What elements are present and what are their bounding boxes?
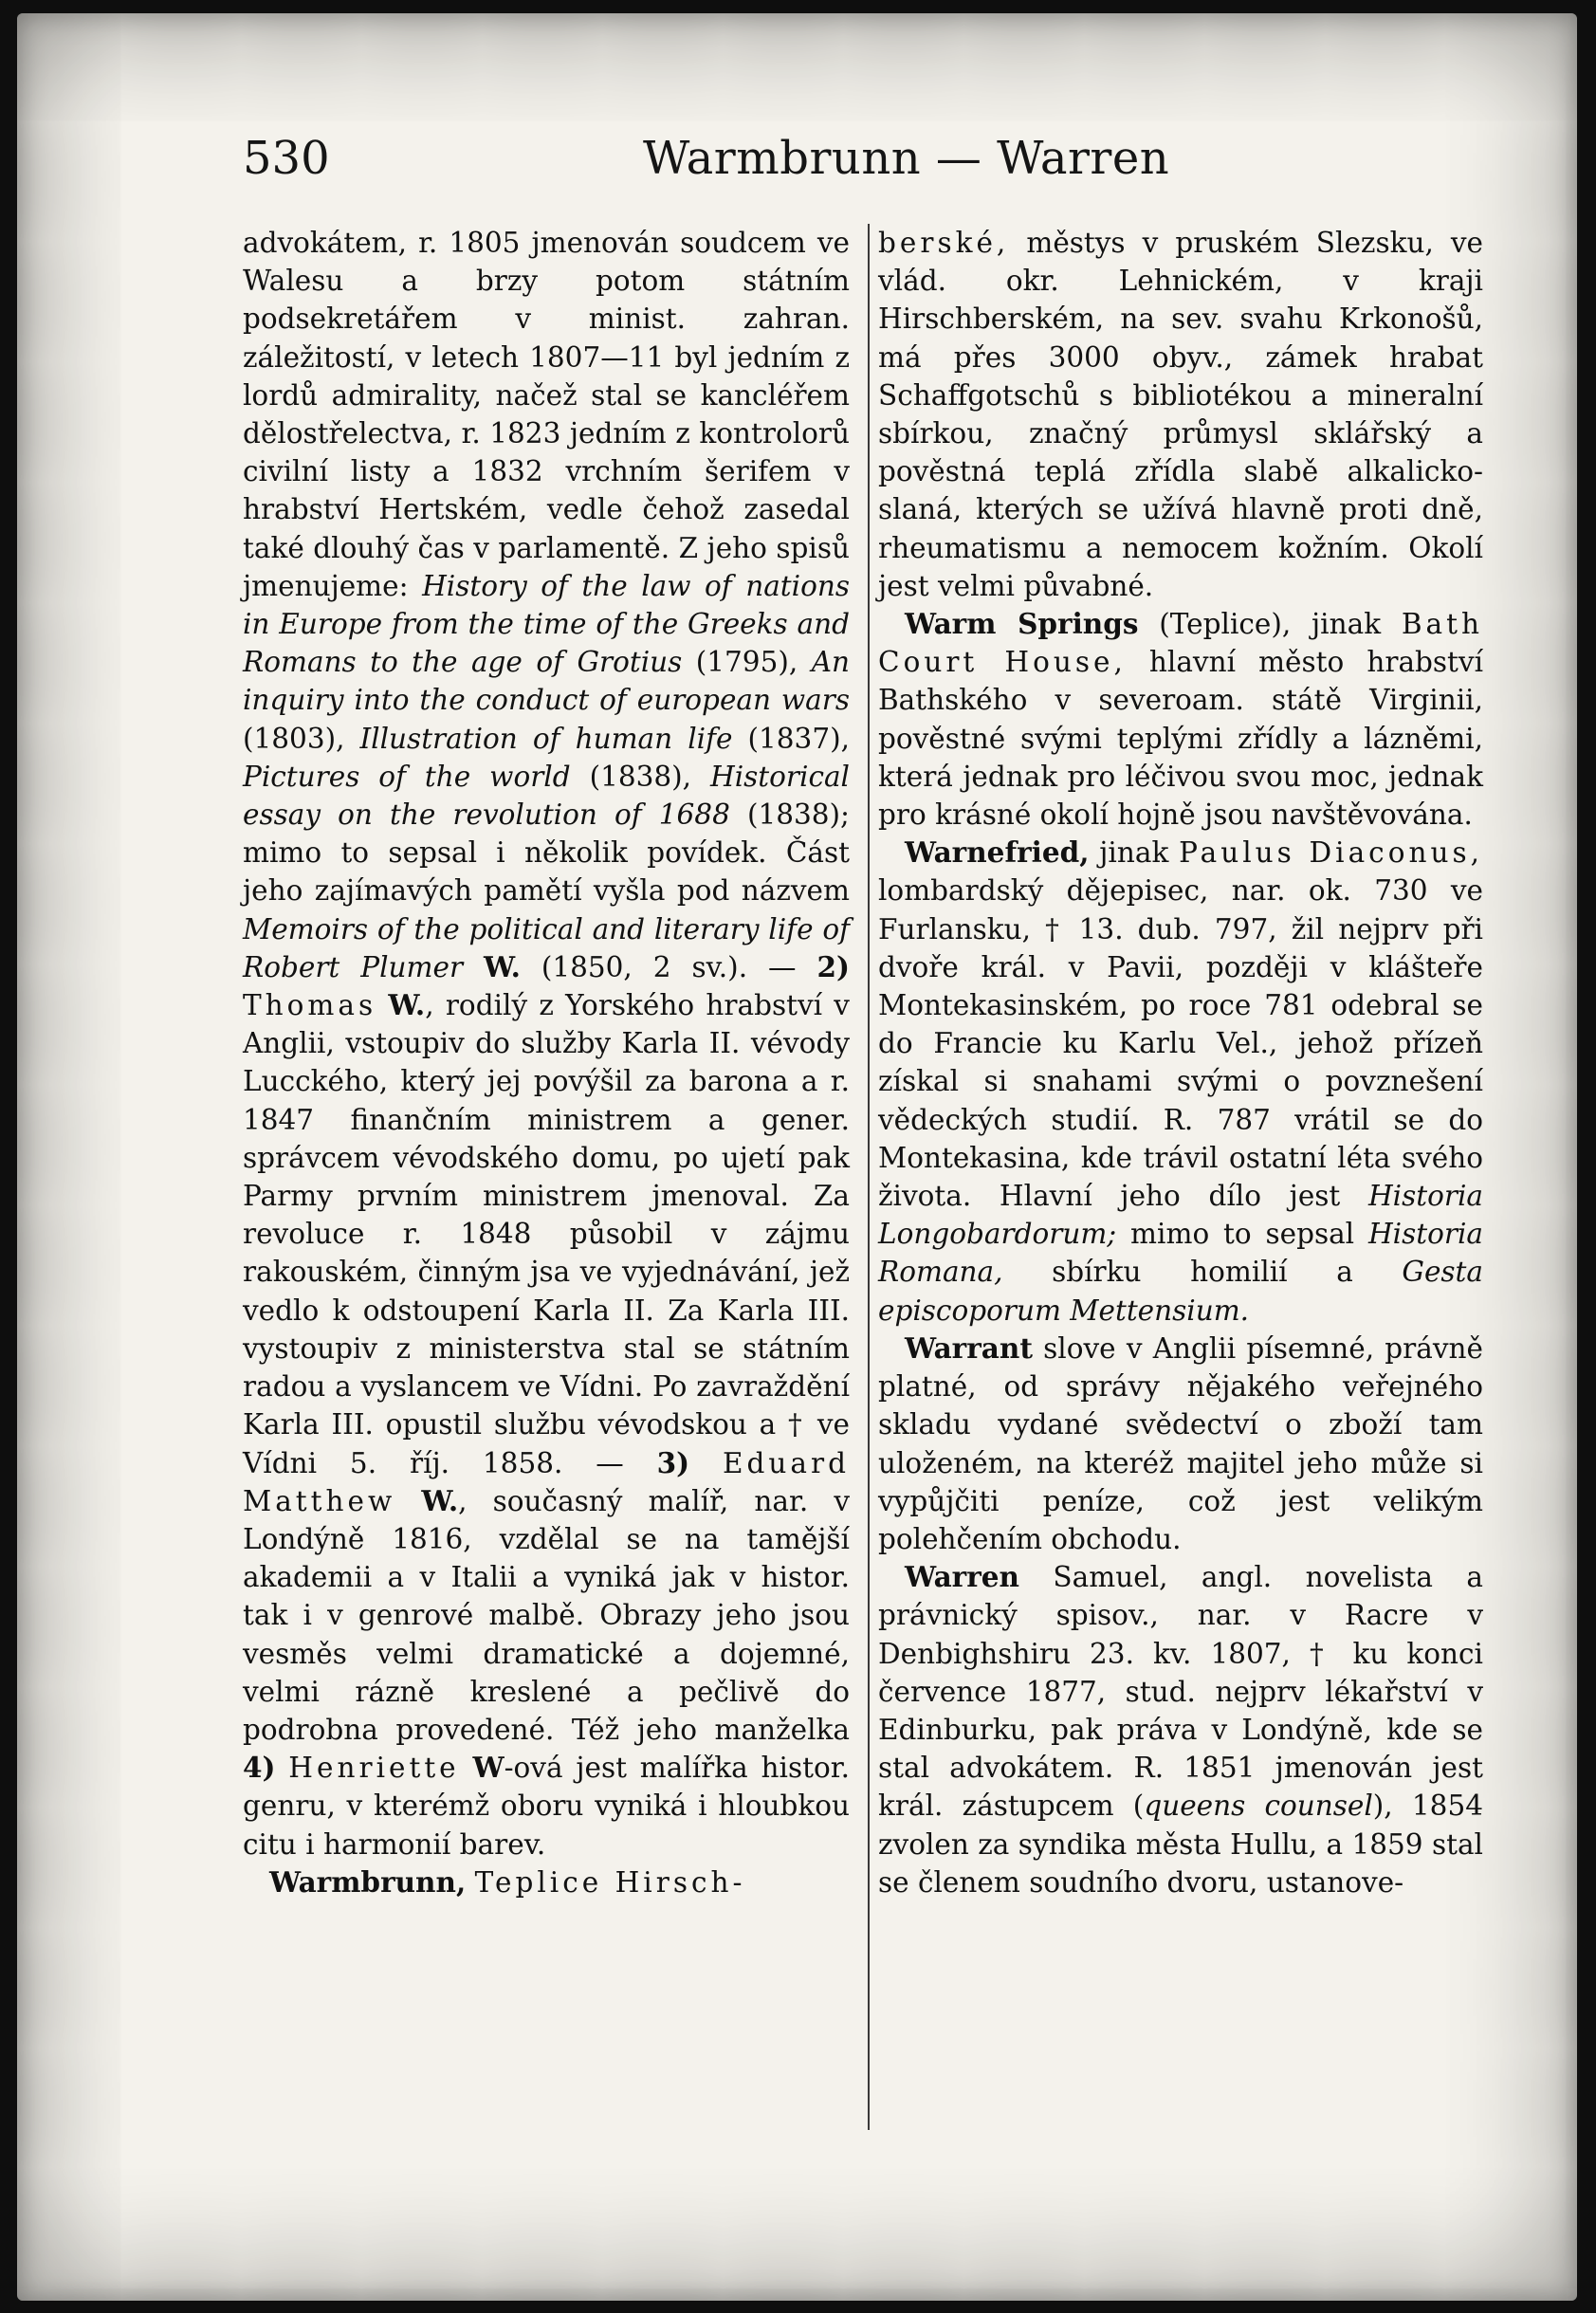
running-head: Warmbrunn — Warren — [643, 132, 1170, 185]
page-number: 530 — [243, 132, 330, 185]
headword: Warren — [905, 1560, 1019, 1594]
right-column — [878, 224, 1483, 1901]
entry-warren: Warren Samuel, angl. novelista a právnický spisov., nar. v Racre v Denbighshiru 23. kv. 1807, † ku konci července 1877, stud. nejprv lékařství v Edinburku, pak práva v Londýně, kde se stal advokátem. R. 1851 jmenován jest král. zástupcem (queens counsel), 1854 zvolen za syndika města Hullu, a 1859 stal se členem soudního dvoru, ustanove- — [878, 1560, 1483, 1899]
entry-warmbrunn-continuation: berské, městys v pruském Slezsku, ve vlád. okr. Lehnickém, v kraji Hirschberském, na sev. svahu Krkonošů, má přes 3000 obyv., zámek hrabat Schaffgotschů s bibliotékou a mineralní sbírkou, značný průmysl sklářský a pověstná teplá zřídla slabě alkalicko-slaná, kterých se užívá hlavně proti dně, rheumatismu a nemocem kožním. Okolí jest velmi půvabné. — [878, 227, 1483, 602]
entry-continuation: advokátem, r. 1805 jmenován soudcem ve Walesu a brzy potom státním podsekretářem v minist. zahran. záležitostí, v letech 1807—11 byl jedním z lordů admirality, načež stal se kancléřem dělostřelectva, r. 1823 jedním z kontrolorů civilní listy a 1832 vrchním šerifem v hrabství Hertském, vedle čehož zasedal také dlouhý čas v parlamentě. Z jeho spisů jmenujeme: History of the law of nations in Europe from the time of the Greeks and Romans to the age of Grotius (1795), An inquiry into the conduct of european wars (1803), Illustration of human life (1837), Pictures of the world (1838), Historical essay on the revolution of 1688 (1838); mimo to sepsal i několik povídek. Část jeho zajímavých pamětí vyšla pod názvem Memoirs of the political and literary life of Robert Plumer W. (1850, 2 sv.). — 2) Thomas W., rodilý z Yorského hrabství v Anglii, vstoupiv do služby Karla II. vévody Lucckého, který jej povýšil za barona a r. 1847 finančním ministrem a gener. správcem vévodského domu, po ujetí pak Parmy prvním ministrem jmenoval. Za revoluce r. 1848 působil v zájmu rakouském, činným jsa ve vyjednávání, jež vedlo k odstoupení Karla II. Za Karla III. vystoupiv z ministerstva stal se státním radou a vyslancem ve Vídni. Po zavraždění Karla III. opustil službu vévodskou a † ve Vídni 5. říj. 1858. — 3) Eduard Matthew W., současný malíř, nar. v Londýně 1816, vzdělal se na tamější akademii a v Italii a vyniká jak v histor. tak i v genrové malbě. Obrazy jeho jsou vesměs velmi dramatické a dojemné, velmi rázně kreslené a pečlivě do podrobna provedené. Též jeho manželka 4) Henriette W-ová jest malířka histor. genru, v kterémž oboru vyniká i hloubkou citu i harmonií barev. — [243, 227, 850, 1861]
headword: Warmbrunn, — [269, 1864, 467, 1899]
entry-warrant: Warrant slove v Anglii písemné, právně platné, od správy nějakého veřejného skladu vydané svědectví o zboží tam uloženém, na kteréž majitel jeho může si vypůjčiti peníze, což jest velikým polehčením obchodu. — [878, 1331, 1483, 1555]
page-header — [17, 125, 1577, 192]
entry-warm-springs: Warm Springs (Teplice), jinak Bath Court House, hlavní město hrabství Bathského v severoam. státě Virginii, pověstné svými teplými zřídly a lázněmi, která jednak pro léčivou svou moc, jednak pro krásné okolí hojně jsou navštěvována. — [878, 607, 1484, 832]
column-divider — [868, 224, 870, 2130]
entry-warnefried: Warnefried, jinak Paulus Diaconus, lombardský dějepisec, nar. ok. 730 ve Furlansku, † 13. dub. 797, žil nejprv při dvoře král. v Pavii, později v klášteře Montekasinském, po roce 781 odebral se do Francie ku Karlu Vel., jehož přízeň získal si snahami svými o povznešení vědeckých studií. R. 787 vrátil se do Montekasina, kde trávil ostatní léta svého života. Hlavní jeho dílo jest Historia Longobardorum; mimo to sepsal Historia Romana, sbírku homilií a Gesta episcoporum Mettensium. — [878, 835, 1483, 1327]
book-page — [17, 13, 1577, 2301]
headword: Warm Springs — [905, 607, 1139, 641]
headword: Warnefried, — [905, 835, 1090, 870]
entry-warmbrunn: Warmbrunn, Teplice Hirsch- — [269, 1864, 746, 1899]
left-column — [243, 224, 850, 1901]
headword: Warrant — [905, 1331, 1033, 1365]
